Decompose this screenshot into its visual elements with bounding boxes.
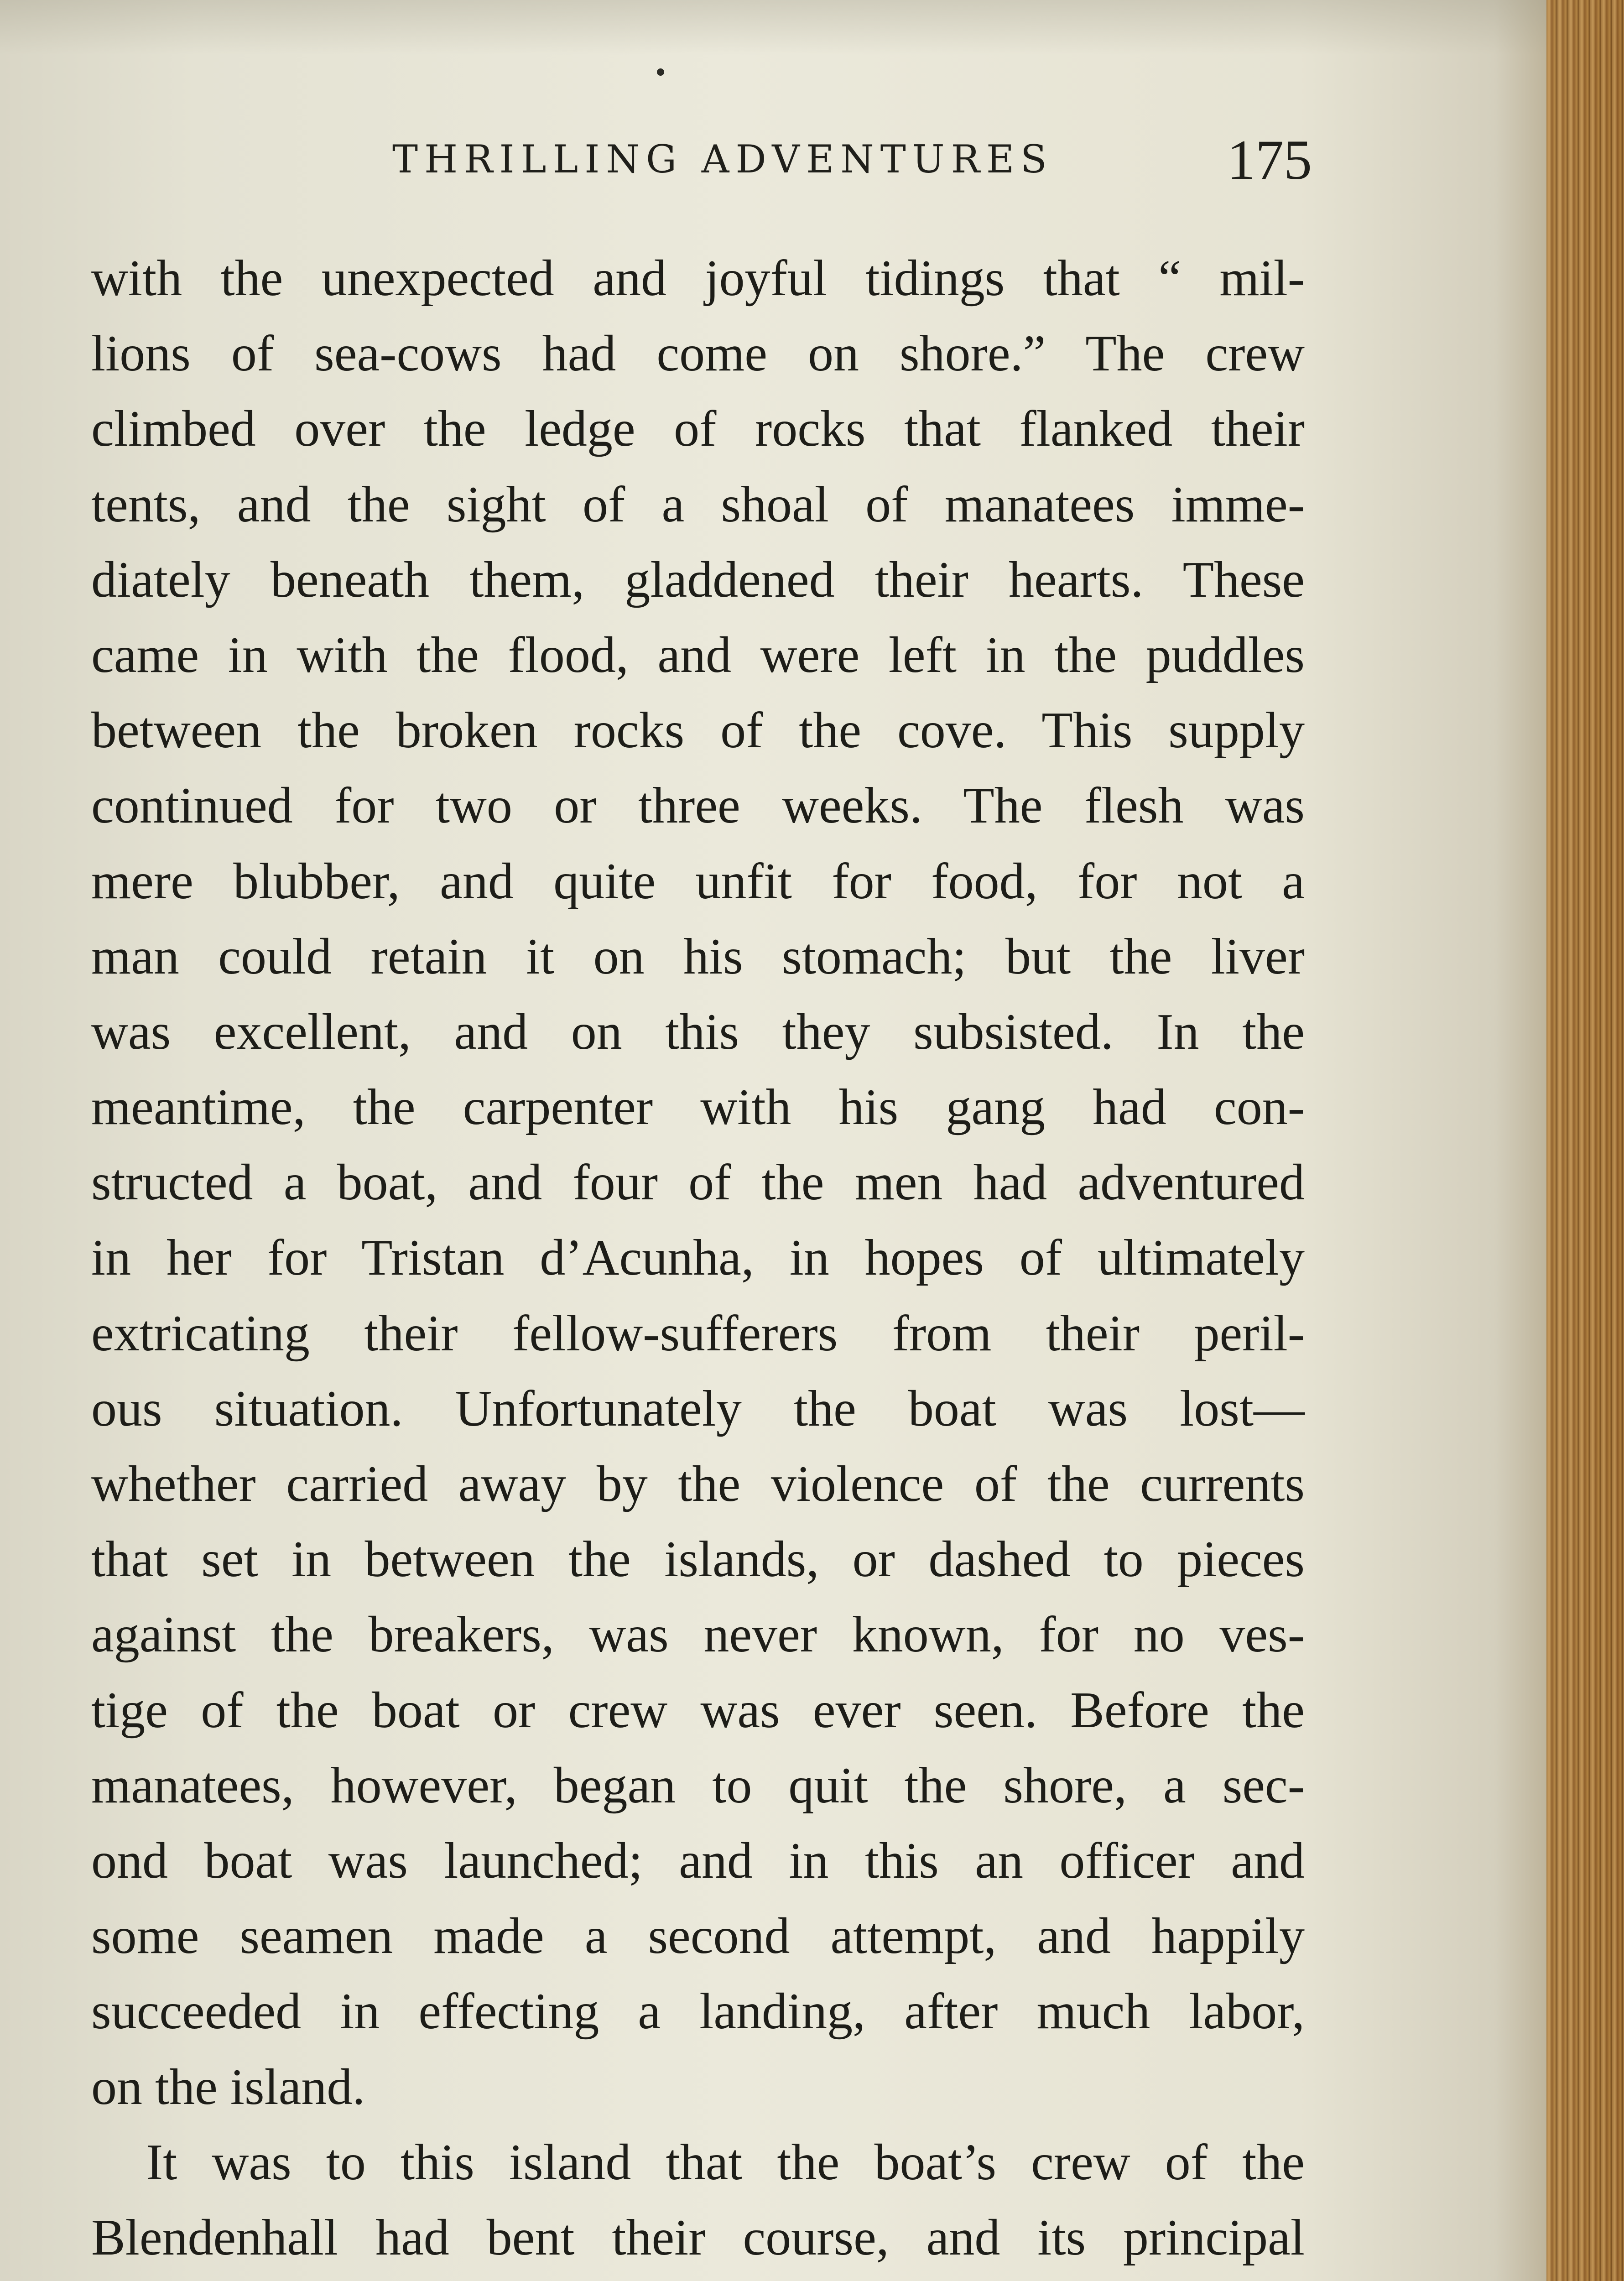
ink-speck xyxy=(657,68,664,76)
text-line: some seamen made a second attempt, and happily xyxy=(91,1908,1305,1965)
paragraph-end-line: on the island. xyxy=(91,2058,365,2115)
text-line: Blendenhall had bent their course, and its principal xyxy=(91,2209,1305,2266)
text-line: meantime, the carpenter with his gang had con- xyxy=(91,1079,1305,1136)
page-shading xyxy=(0,0,1624,55)
text-line: man could retain it on his stomach; but the liver xyxy=(91,928,1305,985)
text-line: against the breakers, was never known, for no ves- xyxy=(91,1606,1305,1663)
text-line: climbed over the ledge of rocks that flanked their xyxy=(91,401,1305,458)
text-line: tents, and the sight of a shoal of manatees imme- xyxy=(91,476,1305,533)
text-line: mere blubber, and quite unfit for food, for not a xyxy=(91,853,1305,910)
text-line: came in with the flood, and were left in the puddles xyxy=(91,626,1305,683)
text-line: ous situation. Unfortunately the boat was lost— xyxy=(91,1380,1305,1437)
text-line: lions of sea-cows had come on shore.” The crew xyxy=(91,325,1305,382)
page-number: 175 xyxy=(1227,129,1312,191)
body-text xyxy=(91,241,1305,2276)
book-page-edges xyxy=(1546,0,1624,2281)
text-line: structed a boat, and four of the men had adventured xyxy=(91,1154,1305,1211)
text-line: between the broken rocks of the cove. This supply xyxy=(91,702,1305,759)
paragraph-start-line: It was to this island that the boat’s crew of the xyxy=(146,2134,1305,2191)
text-line: succeeded in effecting a landing, after much labor, xyxy=(91,1983,1305,2040)
text-line: manatees, however, began to quit the shore, a sec- xyxy=(91,1757,1305,1814)
text-line: ond boat was launched; and in this an officer and xyxy=(91,1832,1305,1889)
text-line: with the unexpected and joyful tidings that “ mil- xyxy=(91,250,1305,307)
running-head: THRILLING ADVENTURES xyxy=(392,137,1053,182)
text-line: whether carried away by the violence of the currents xyxy=(91,1456,1305,1512)
text-line: that set in between the islands, or dashed to pieces xyxy=(91,1531,1305,1588)
text-line: extricating their fellow-sufferers from their peril- xyxy=(91,1305,1305,1362)
text-line: tige of the boat or crew was ever seen. Before the xyxy=(91,1682,1305,1739)
text-line: diately beneath them, gladdened their hearts. These xyxy=(91,551,1305,608)
text-line: was excellent, and on this they subsisted. In the xyxy=(91,1003,1305,1060)
text-line: continued for two or three weeks. The flesh was xyxy=(91,777,1305,834)
text-line: in her for Tristan d’Acunha, in hopes of ultimately xyxy=(91,1229,1305,1286)
